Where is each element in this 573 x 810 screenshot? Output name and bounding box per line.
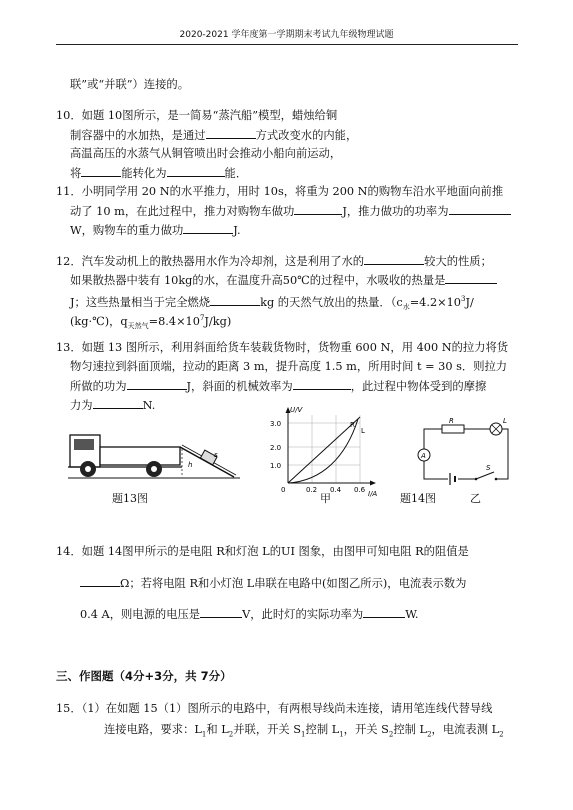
q11-text3a: W，购物车的重力做功 — [70, 224, 184, 237]
q14-blank3[interactable] — [363, 607, 405, 618]
q12-text4c: J/kg) — [204, 314, 232, 328]
q15-text1: （1）在如题 15（1）图所示的电路中，有两根导线尚未连接，请用笔连线代替导线 — [81, 702, 493, 715]
q10-blank2[interactable] — [81, 166, 121, 177]
q10-text4c: 能． — [224, 167, 248, 180]
truck-bed — [100, 447, 180, 465]
q14-text1: 如题 14图甲所示的是电阻 R和灯泡 L的UI 图象，由图甲可知电阻 R的阻值是 — [81, 545, 469, 558]
q15-sub: 2 — [228, 730, 234, 739]
section3-title: 三、作图题（4分+3分，共 7分） — [56, 669, 232, 683]
q11-text1: 小明同学用 20 N的水平推力，用时 10s，将重为 200 N的购物车沿水平地面向前推 — [81, 185, 504, 198]
q13-blank1[interactable] — [127, 379, 187, 390]
header-rule — [56, 44, 518, 45]
q10-blank3[interactable] — [167, 166, 225, 177]
q10-text2b: 方式改变水的内能， — [255, 129, 358, 142]
q13-text4b: N. — [142, 399, 156, 412]
q13-line4 — [70, 398, 155, 413]
q10-text2a: 制容器中的水加热，是通过 — [70, 129, 206, 142]
q15-sub: 1 — [201, 730, 207, 739]
circuit-caption: 乙 — [470, 492, 481, 505]
truck-window — [74, 439, 94, 450]
graph-ylabel: U/V — [290, 406, 303, 414]
q11-blank1[interactable] — [294, 204, 342, 215]
graph-xlabel: I/A — [368, 490, 378, 498]
q14-line3 — [80, 607, 418, 622]
q14-text3b: V，此时灯的实际功率为 — [242, 608, 364, 621]
fig14-caption: 题14图 — [400, 492, 436, 505]
label-h: h — [188, 461, 193, 469]
graph-origin: 0 — [281, 486, 286, 494]
q13-blank2[interactable] — [293, 379, 351, 390]
q14-text3c: W. — [405, 608, 419, 621]
q12-text3d: =4.2×10 — [409, 295, 461, 309]
q15-text2f: 控制 L — [393, 723, 428, 736]
q12-number: 12． — [56, 255, 82, 268]
q12-text4a: (kg·℃)，q — [70, 314, 128, 328]
q11-text2a: 动了 10 m，在此过程中，推力对购物车做功 — [70, 205, 295, 218]
q15-text2c: 并联，开关 S — [233, 723, 302, 736]
q13-line2: 物匀速拉到斜面顶端，拉动的距离 3 m，提升高度 1.5 m，所用时间 t = 30 s．则拉力 — [70, 360, 508, 373]
q14-blank1[interactable] — [80, 576, 120, 587]
q11-blank2[interactable] — [449, 204, 511, 215]
q10-text4a: 将 — [70, 167, 82, 180]
circuit-switch — [476, 472, 494, 479]
q15-text2e: ，开关 S — [343, 723, 389, 736]
q13-line1 — [56, 341, 508, 355]
q15-text2a: 连接电路，要求：L — [104, 723, 202, 736]
q12-blank3[interactable] — [210, 295, 260, 306]
q15-line1 — [56, 702, 492, 716]
xtick-04: 0.4 — [330, 486, 342, 494]
q12-sup3: 3 — [461, 295, 466, 303]
q13-text3a: 所做的功为 — [70, 380, 127, 393]
graph-caption: 甲 — [320, 492, 331, 505]
q15-text2b: 和 L — [206, 723, 229, 736]
q11-text2b: J，推力做功的功率为 — [342, 205, 449, 218]
q10-text4b: 能转化为 — [121, 167, 167, 180]
q12-text1b: 较大的性质； — [424, 255, 492, 268]
q14-number: 14． — [56, 545, 82, 558]
q13-text3c: ，此过程中物体受到的摩擦 — [350, 380, 487, 393]
q10-line3: 高温高压的水蒸气从铜管喷出时会推动小船向前运动， — [70, 147, 342, 160]
q13-text1: 如题 13 图所示，利用斜面给货车装载货物时，货物重 600 N，用 400 N的拉力将货 — [81, 341, 509, 354]
q12-line1 — [56, 254, 492, 269]
q12-text3e: J/ — [465, 295, 474, 309]
q15-number: 15． — [56, 702, 82, 715]
graph-label-R: R — [350, 421, 355, 429]
q11-line2 — [70, 204, 511, 219]
q14-blank2[interactable] — [200, 607, 242, 618]
q13-number: 13． — [56, 341, 82, 354]
fig13-caption: 题13图 — [112, 492, 148, 505]
q15-sub: 2 — [427, 730, 432, 739]
ytick-1: 1.0 — [270, 462, 282, 470]
xtick-06: 0.6 — [354, 486, 366, 494]
q12-text2a: 如果散热器中装有 10kg的水，在温度升高50℃的过程中，水吸收的热量是 — [70, 274, 446, 287]
q11-line3 — [70, 223, 241, 238]
circuit-label-A: A — [421, 452, 426, 460]
q12-blank1[interactable] — [364, 254, 424, 265]
ytick-2: 2.0 — [270, 444, 282, 452]
circuit-wires — [424, 429, 508, 479]
q11-number: 11． — [56, 185, 82, 198]
q11-text3b: J. — [233, 224, 241, 237]
q12-text1a: 汽车发动机上的散热器用水作为冷却剂，这是利用了水的 — [81, 255, 365, 268]
circuit-label-S: S — [486, 464, 491, 472]
q14-line2 — [80, 576, 466, 591]
q12-sup7: 7 — [199, 314, 205, 322]
q13-text4a: 力为 — [70, 399, 93, 412]
q9-tail: 联”或“并联”）连接的。 — [70, 78, 189, 91]
q15-sub: 1 — [339, 730, 344, 739]
circuit-label-L: L — [503, 417, 507, 425]
q12-line4 — [70, 311, 231, 333]
q15-sub: 2 — [499, 730, 504, 739]
q15-text2d: 控制 L — [305, 723, 340, 736]
graph-label-L: L — [361, 427, 365, 435]
q10-text1: 如题 10图所示，是一简易“蒸汽船”模型，蜡烛给铜 — [81, 109, 338, 122]
q14-text3a: 0.4 A，则电源的电压是 — [80, 608, 201, 621]
circuit-label-R: R — [449, 417, 454, 425]
fig14-circuit — [410, 415, 520, 487]
q12-line2 — [70, 273, 497, 288]
xtick-02: 0.2 — [306, 486, 318, 494]
q13-blank3[interactable] — [93, 398, 143, 409]
q14-text2a: Ω；若将电阻 R和小灯泡 L串联在电路中(如图乙所示)，电流表示数为 — [120, 577, 467, 590]
ytick-3: 3.0 — [270, 420, 282, 428]
q10-line2 — [70, 128, 357, 143]
q15-sub: 2 — [388, 730, 394, 739]
q10-line4 — [70, 166, 247, 181]
q15-text2g: ，电流表测 L — [431, 723, 500, 736]
q12-text4b: =8.4×10 — [148, 314, 200, 328]
q10-blank1[interactable] — [206, 128, 256, 139]
circuit-resistor — [442, 425, 464, 433]
q12-text3a: J；这些热量相当于完全燃烧 — [70, 295, 211, 309]
q13-text3b: J，斜面的机械效率为 — [186, 380, 293, 393]
q12-blank2[interactable] — [445, 273, 497, 284]
q14-line1 — [56, 545, 469, 559]
fig14-ui-graph — [264, 405, 382, 499]
q11-line1 — [56, 185, 503, 199]
q10-line1 — [56, 109, 337, 123]
q12-text3b: kg 的天然气放出的热量．（c — [260, 295, 403, 309]
q10-number: 10． — [56, 109, 82, 122]
q12-sub-water: 水 — [402, 303, 410, 312]
q12-sub-gas: 天然气 — [127, 322, 149, 331]
q11-blank3[interactable] — [183, 223, 233, 234]
q15-sub: 1 — [301, 730, 306, 739]
q13-line3 — [70, 379, 486, 394]
fig13-truck-ramp — [64, 425, 244, 487]
label-s: s — [214, 451, 218, 459]
page-header: 2020-2021 学年度第一学期期末考试九年级物理试题 — [179, 30, 394, 40]
q15-line2 — [104, 723, 504, 741]
